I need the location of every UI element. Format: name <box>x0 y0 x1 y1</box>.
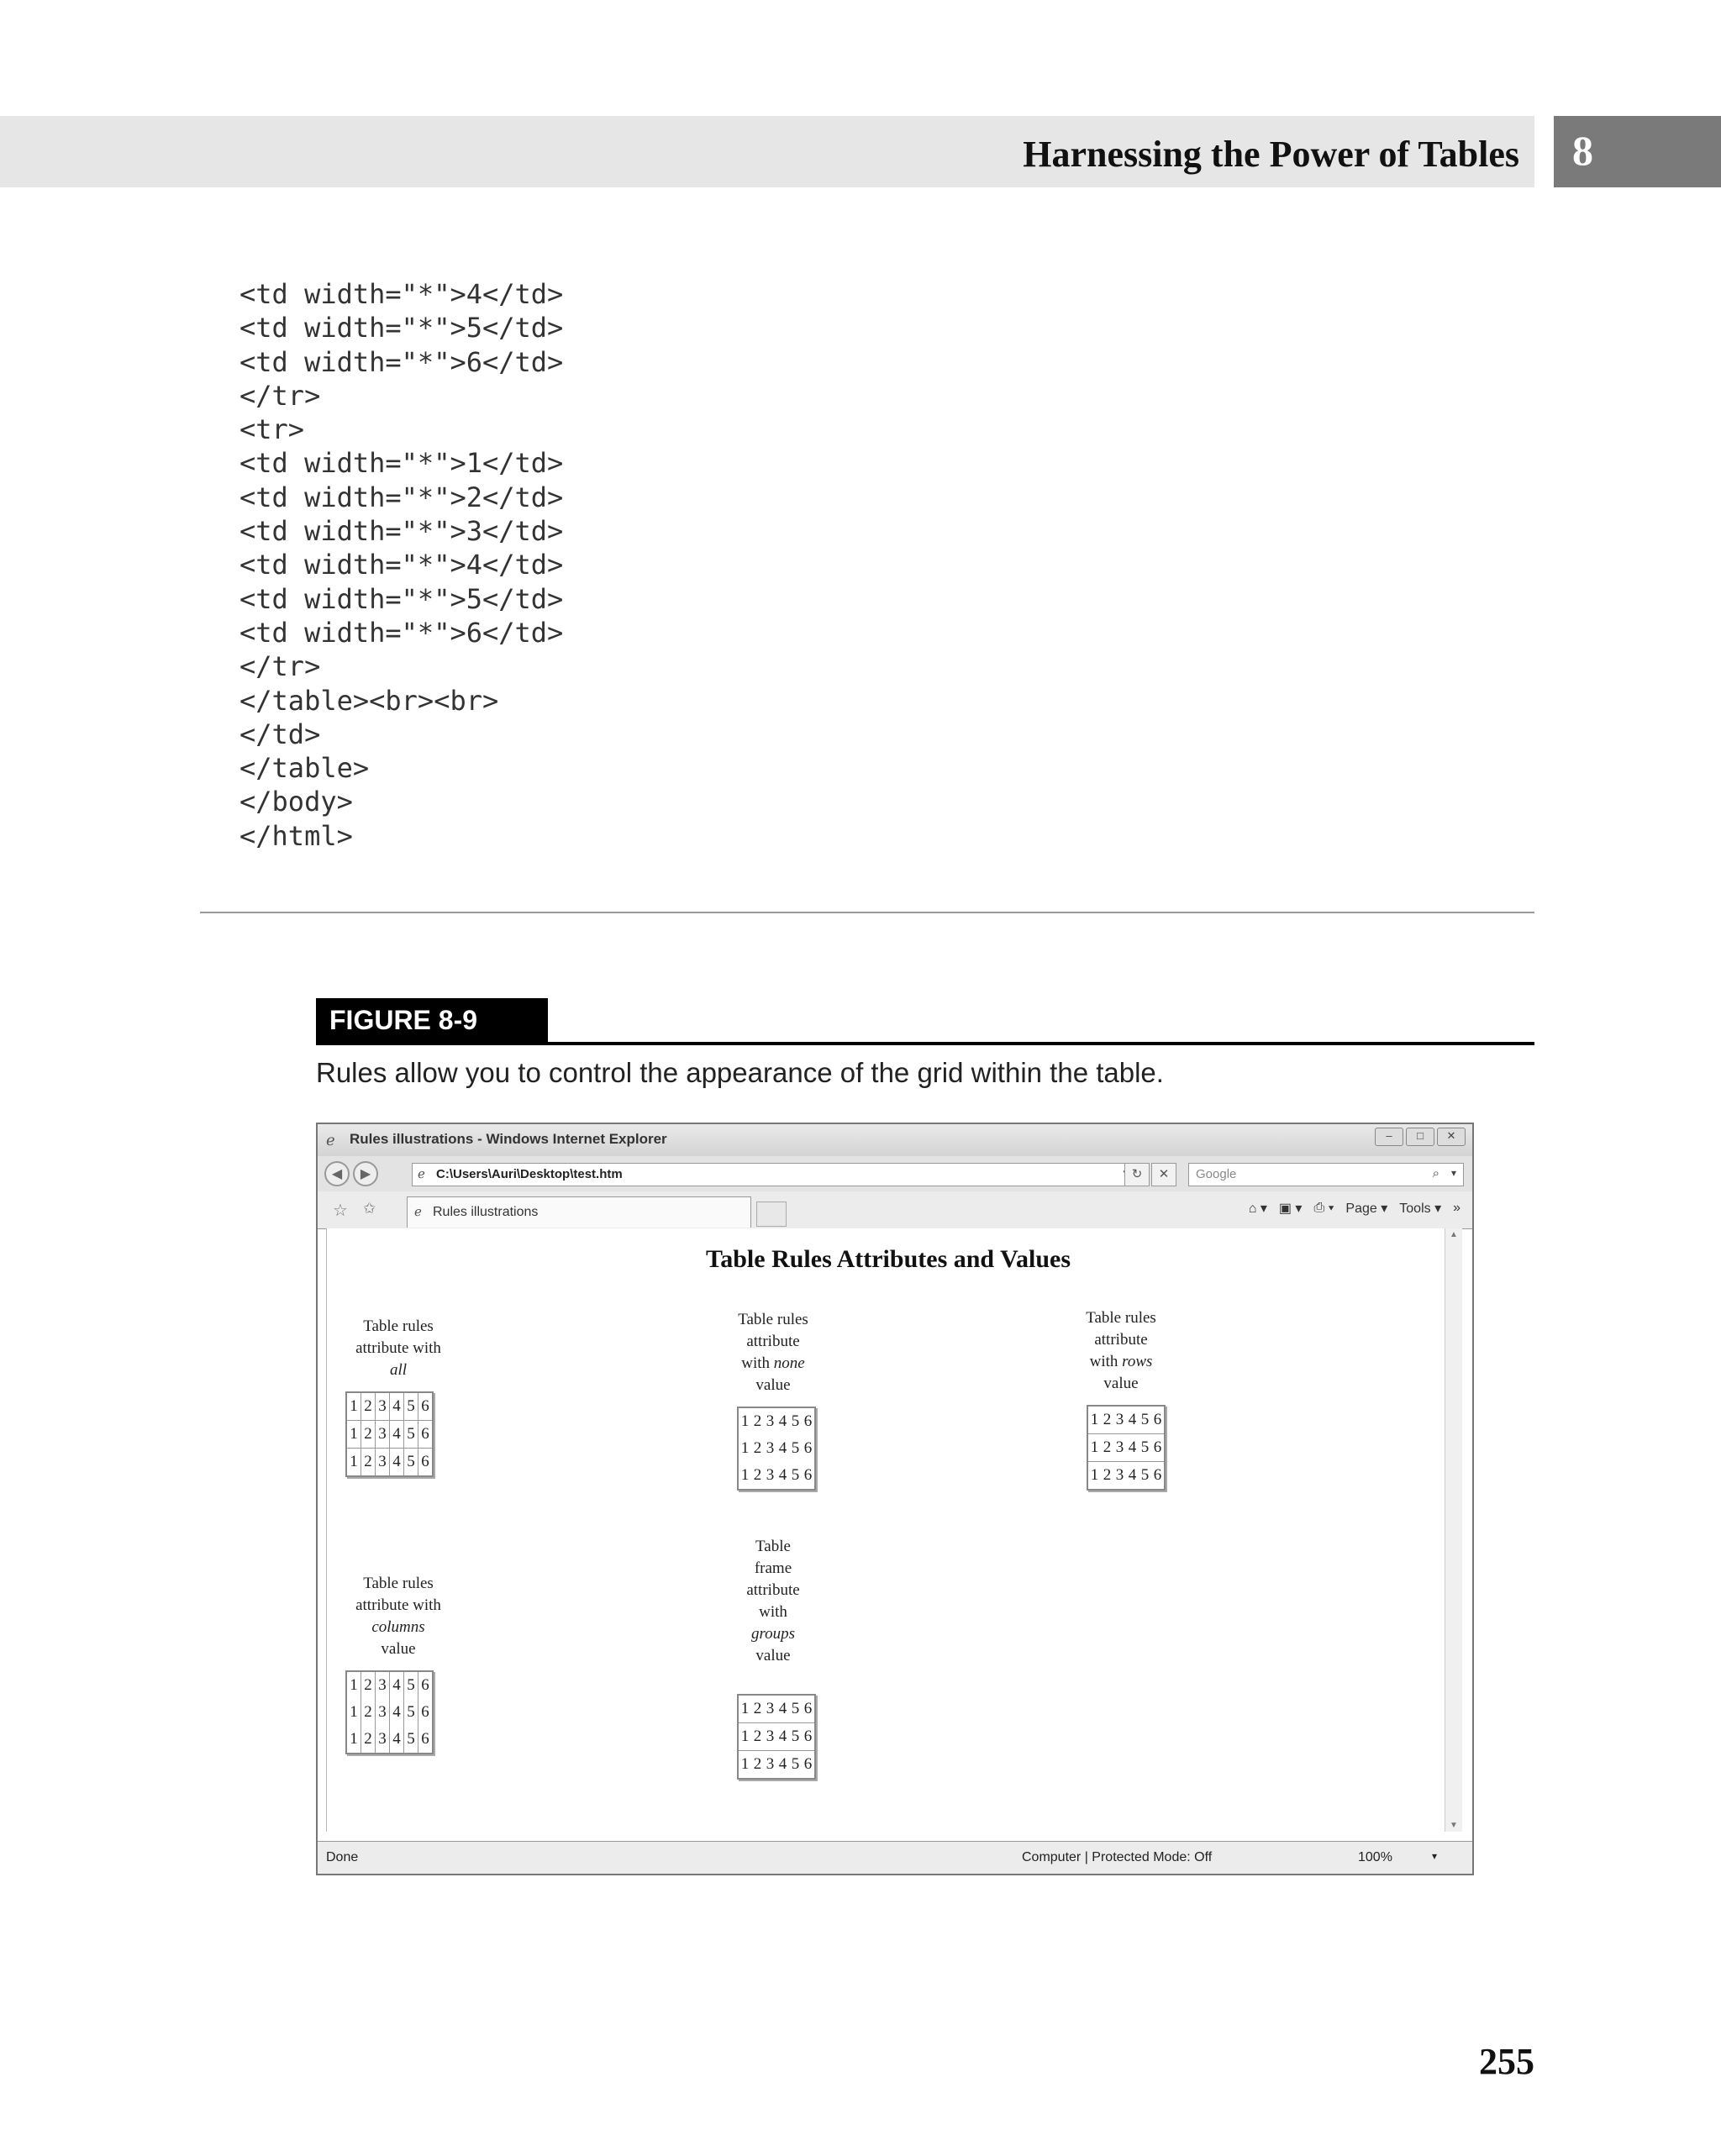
table-cell: 6 <box>418 1699 434 1726</box>
caption-line: value <box>755 1647 791 1664</box>
security-zone[interactable]: Computer | Protected Mode: Off <box>1022 1850 1213 1864</box>
table-cell: 4 <box>776 1751 789 1780</box>
table-cell: 3 <box>766 1466 775 1484</box>
search-icon[interactable]: ⌕ <box>1432 1166 1439 1181</box>
table-cell: 4 <box>778 1439 787 1457</box>
table-cell: 4 <box>778 1466 787 1484</box>
table-cell: 2 <box>361 1671 376 1699</box>
table-cell: 4 <box>1126 1434 1139 1462</box>
scroll-down-icon[interactable]: ▼ <box>1450 1821 1458 1830</box>
caption-line: attribute with <box>355 1339 441 1357</box>
table-cell: 2 <box>361 1449 376 1477</box>
table-cell: 1 <box>346 1421 361 1449</box>
table-cell: 6 <box>802 1723 815 1751</box>
table-row <box>1087 1434 1165 1462</box>
table-cell: 6 <box>418 1421 434 1449</box>
table-cell: 2 <box>751 1751 764 1780</box>
table-cell: 1 <box>1087 1434 1101 1462</box>
table-cell: 4 <box>1128 1411 1137 1428</box>
add-favorite-icon[interactable]: ✩ <box>363 1200 376 1217</box>
figure-rule <box>316 1042 1534 1045</box>
page-icon: ℯ <box>418 1167 425 1181</box>
forward-button[interactable]: ▶ <box>353 1161 378 1186</box>
running-header-title: Harnessing the Power of Tables <box>1023 134 1519 175</box>
table-cell: 6 <box>802 1751 815 1780</box>
window-controls <box>1375 1128 1466 1146</box>
table-cell: 2 <box>361 1392 376 1421</box>
table-cell: 5 <box>1139 1462 1151 1491</box>
caption-rules-all <box>344 1316 453 1381</box>
scroll-up-icon[interactable]: ▲ <box>1450 1230 1458 1239</box>
print-icon[interactable]: ⎙ ▾ <box>1313 1201 1334 1215</box>
stop-button[interactable]: ✕ <box>1151 1163 1176 1186</box>
refresh-button[interactable]: ↻ <box>1124 1163 1150 1186</box>
table-cell: 1 <box>1090 1411 1099 1428</box>
home-icon[interactable]: ⌂ ▾ <box>1248 1202 1267 1216</box>
table-cell: 6 <box>803 1439 813 1457</box>
table-cell: 6 <box>803 1700 813 1717</box>
caption-line: Table rules <box>363 1317 434 1335</box>
table-cell: 2 <box>751 1723 764 1751</box>
table-row <box>346 1449 433 1477</box>
table-cell: 1 <box>740 1466 750 1484</box>
table-cell: 5 <box>404 1726 418 1754</box>
toolbar-commands <box>1249 1200 1460 1217</box>
code-line: </tr> <box>239 650 321 683</box>
minimize-button[interactable]: – <box>1375 1128 1403 1146</box>
figure-caption: Rules allow you to control the appearance of the grid within the table. <box>316 1057 1164 1088</box>
chevron-more-icon[interactable]: » <box>1453 1201 1460 1215</box>
table-row <box>346 1699 433 1726</box>
table-cell: 4 <box>1126 1462 1139 1491</box>
demo-table-rules-all <box>345 1391 434 1477</box>
table-cell: 6 <box>418 1449 434 1477</box>
search-dropdown-icon[interactable]: ▾ <box>1450 1167 1456 1179</box>
table-row <box>738 1751 815 1780</box>
figure-label: FIGURE 8-9 <box>316 998 548 1042</box>
table-row <box>346 1392 433 1421</box>
favorites-star-icon[interactable]: ☆ <box>333 1202 348 1220</box>
table-cell: 6 <box>418 1726 434 1754</box>
caption-line <box>1075 1351 1167 1373</box>
table-cell: 3 <box>376 1421 390 1449</box>
vertical-scrollbar[interactable] <box>1445 1228 1462 1832</box>
table-cell: 3 <box>1113 1434 1126 1462</box>
page-menu-button[interactable]: Page ▾ <box>1345 1202 1388 1216</box>
caption-text: with <box>741 1354 774 1372</box>
table-cell: 3 <box>376 1699 390 1726</box>
table-cell: 3 <box>376 1392 390 1421</box>
caption-line: value <box>381 1640 416 1658</box>
table-cell: 5 <box>404 1449 418 1477</box>
table-cell: 6 <box>418 1392 434 1421</box>
caption-line: with <box>759 1603 787 1621</box>
table-cell: 2 <box>1101 1462 1113 1491</box>
window-title: Rules illustrations - Windows Internet Explorer <box>350 1131 667 1147</box>
table-cell: 6 <box>1153 1411 1162 1428</box>
close-button[interactable]: ✕ <box>1437 1128 1466 1146</box>
caption-rules-none <box>727 1309 819 1396</box>
caption-rules-rows <box>1075 1307 1167 1395</box>
caption-line: attribute <box>746 1581 800 1599</box>
caption-italic: rows <box>1122 1353 1153 1370</box>
table-cell: 6 <box>803 1466 813 1484</box>
table-cell: 5 <box>404 1671 418 1699</box>
table-cell: 2 <box>361 1699 376 1726</box>
table-cell: 3 <box>766 1700 775 1717</box>
table-cell: 5 <box>791 1466 800 1484</box>
table-cell: 5 <box>404 1421 418 1449</box>
chapter-number: 8 <box>1572 127 1593 174</box>
table-cell: 1 <box>738 1751 751 1780</box>
code-line: <td width="*">5</td> <box>239 582 564 615</box>
table-cell: 4 <box>390 1671 404 1699</box>
demo-table-rules-none <box>737 1407 816 1491</box>
browser-window <box>316 1123 1474 1875</box>
code-line: </tr> <box>239 379 321 412</box>
table-cell: 6 <box>1151 1462 1165 1491</box>
table-row <box>346 1421 433 1449</box>
caption-line: attribute <box>746 1333 800 1350</box>
table-cell: 5 <box>791 1700 800 1717</box>
table-cell: 3 <box>766 1439 775 1457</box>
command-bar <box>318 1191 1472 1229</box>
table-cell: 1 <box>1087 1462 1101 1491</box>
code-line: </table><br><br> <box>239 684 499 717</box>
table-cell: 2 <box>1101 1434 1113 1462</box>
table-row <box>738 1695 815 1723</box>
table-cell: 5 <box>1139 1434 1151 1462</box>
demo-table-rules-columns <box>345 1670 434 1754</box>
status-bar <box>318 1841 1472 1874</box>
code-line: <td width="*">1</td> <box>239 447 564 480</box>
table-cell: 5 <box>404 1699 418 1726</box>
caption-line <box>727 1353 819 1375</box>
table-cell: 4 <box>778 1700 787 1717</box>
caption-rules-columns <box>344 1573 453 1660</box>
table-cell: 2 <box>1103 1411 1112 1428</box>
code-line: </table> <box>239 752 370 785</box>
caption-line: attribute with <box>355 1596 441 1614</box>
table-cell: 2 <box>361 1421 376 1449</box>
tab-label: Rules illustrations <box>433 1205 539 1219</box>
table-cell: 5 <box>1140 1411 1150 1428</box>
page-viewport <box>326 1228 1450 1832</box>
table-row <box>738 1407 815 1435</box>
table-cell: 1 <box>740 1412 750 1430</box>
table-cell: 3 <box>376 1726 390 1754</box>
new-tab-button[interactable] <box>756 1202 787 1227</box>
table-cell: 5 <box>404 1392 418 1421</box>
table-cell: 3 <box>376 1671 390 1699</box>
zoom-level[interactable]: 100% <box>1358 1850 1392 1864</box>
table-cell: 3 <box>1115 1411 1124 1428</box>
table-cell: 1 <box>346 1449 361 1477</box>
code-line: <td width="*">2</td> <box>239 481 564 513</box>
table-cell: 2 <box>753 1439 762 1457</box>
table-cell: 5 <box>791 1412 800 1430</box>
tab-rules-illustrations[interactable] <box>407 1196 751 1228</box>
table-cell: 3 <box>766 1412 775 1430</box>
caption-line: frame <box>754 1559 792 1577</box>
address-field[interactable] <box>412 1163 1136 1186</box>
table-cell: 1 <box>738 1723 751 1751</box>
table-cell: 1 <box>350 1703 358 1721</box>
caption-text: with <box>1089 1353 1123 1370</box>
table-cell: 1 <box>740 1439 750 1457</box>
code-line: <td width="*">6</td> <box>239 345 564 378</box>
demo-table-rules-rows <box>1087 1405 1166 1491</box>
table-cell: 4 <box>390 1699 404 1726</box>
table-row <box>738 1462 815 1490</box>
code-line: <td width="*">4</td> <box>239 278 564 310</box>
table-cell: 1 <box>350 1730 358 1748</box>
zoom-dropdown-icon[interactable]: ▾ <box>1432 1850 1438 1862</box>
code-line: </td> <box>239 718 321 750</box>
table-cell: 2 <box>753 1412 762 1430</box>
table-cell: 1 <box>350 1676 358 1694</box>
table-cell: 4 <box>390 1421 404 1449</box>
caption-line: value <box>755 1376 791 1394</box>
code-line: <td width="*">5</td> <box>239 312 564 344</box>
code-line: <td width="*">3</td> <box>239 515 564 548</box>
caption-line: Table rules <box>738 1311 808 1328</box>
caption-line: attribute <box>1094 1331 1148 1349</box>
table-cell: 2 <box>753 1466 762 1484</box>
address-bar-row <box>318 1156 1472 1192</box>
table-cell: 5 <box>789 1751 802 1780</box>
code-line: </body> <box>239 786 353 818</box>
page-heading: Table Rules Attributes and Values <box>705 1245 1071 1273</box>
caption-line: Table rules <box>363 1575 434 1592</box>
table-row <box>738 1435 815 1462</box>
search-placeholder: Google <box>1196 1167 1237 1181</box>
table-cell: 1 <box>346 1392 361 1421</box>
caption-line: columns <box>371 1618 425 1636</box>
ie-logo-icon: ℯ <box>326 1132 335 1149</box>
table-cell: 6 <box>1151 1434 1165 1462</box>
caption-line: groups <box>750 1625 796 1643</box>
address-text: C:\Users\Auri\Desktop\test.htm <box>436 1167 623 1181</box>
table-cell: 4 <box>390 1392 404 1421</box>
demo-table-frame-groups <box>737 1694 816 1780</box>
status-text: Done <box>326 1850 359 1864</box>
tools-menu-button[interactable]: Tools ▾ <box>1399 1202 1442 1216</box>
table-cell: 1 <box>740 1700 750 1717</box>
back-button[interactable]: ◀ <box>324 1161 350 1186</box>
table-row <box>1087 1406 1165 1434</box>
table-cell: 3 <box>376 1449 390 1477</box>
table-cell: 5 <box>791 1439 800 1457</box>
table-cell: 4 <box>390 1449 404 1477</box>
code-line: <td width="*">4</td> <box>239 549 564 581</box>
feeds-icon[interactable]: ▣ ▾ <box>1278 1202 1303 1216</box>
caption-line: value <box>1103 1375 1139 1392</box>
caption-line: Table <box>755 1538 791 1555</box>
caption-line: all <box>389 1361 408 1379</box>
table-cell: 3 <box>1113 1462 1126 1491</box>
chapter-tab <box>1554 116 1721 187</box>
maximize-button[interactable]: □ <box>1406 1128 1434 1146</box>
caption-italic: none <box>773 1354 805 1372</box>
table-cell: 3 <box>764 1751 776 1780</box>
caption-frame-groups <box>727 1536 819 1667</box>
page-number: 255 <box>1479 2041 1534 2082</box>
search-input[interactable] <box>1188 1163 1464 1186</box>
table-cell: 2 <box>753 1700 762 1717</box>
title-bar <box>318 1124 1472 1157</box>
table-cell: 3 <box>764 1723 776 1751</box>
table-row <box>346 1726 433 1754</box>
table-cell: 4 <box>778 1412 787 1430</box>
table-cell: 5 <box>789 1723 802 1751</box>
table-cell: 6 <box>418 1671 434 1699</box>
tab-page-icon: ℯ <box>414 1205 422 1219</box>
table-row <box>738 1723 815 1751</box>
section-divider <box>200 912 1534 913</box>
code-line: <tr> <box>239 413 305 446</box>
table-cell: 2 <box>361 1726 376 1754</box>
table-row <box>346 1671 433 1699</box>
table-cell: 6 <box>803 1412 813 1430</box>
code-line: </html> <box>239 819 353 852</box>
table-cell: 4 <box>390 1726 404 1754</box>
table-row <box>1087 1462 1165 1491</box>
table-cell: 4 <box>776 1723 789 1751</box>
code-line: <td width="*">6</td> <box>239 616 564 649</box>
code-listing <box>239 277 563 853</box>
caption-line: Table rules <box>1086 1309 1156 1327</box>
